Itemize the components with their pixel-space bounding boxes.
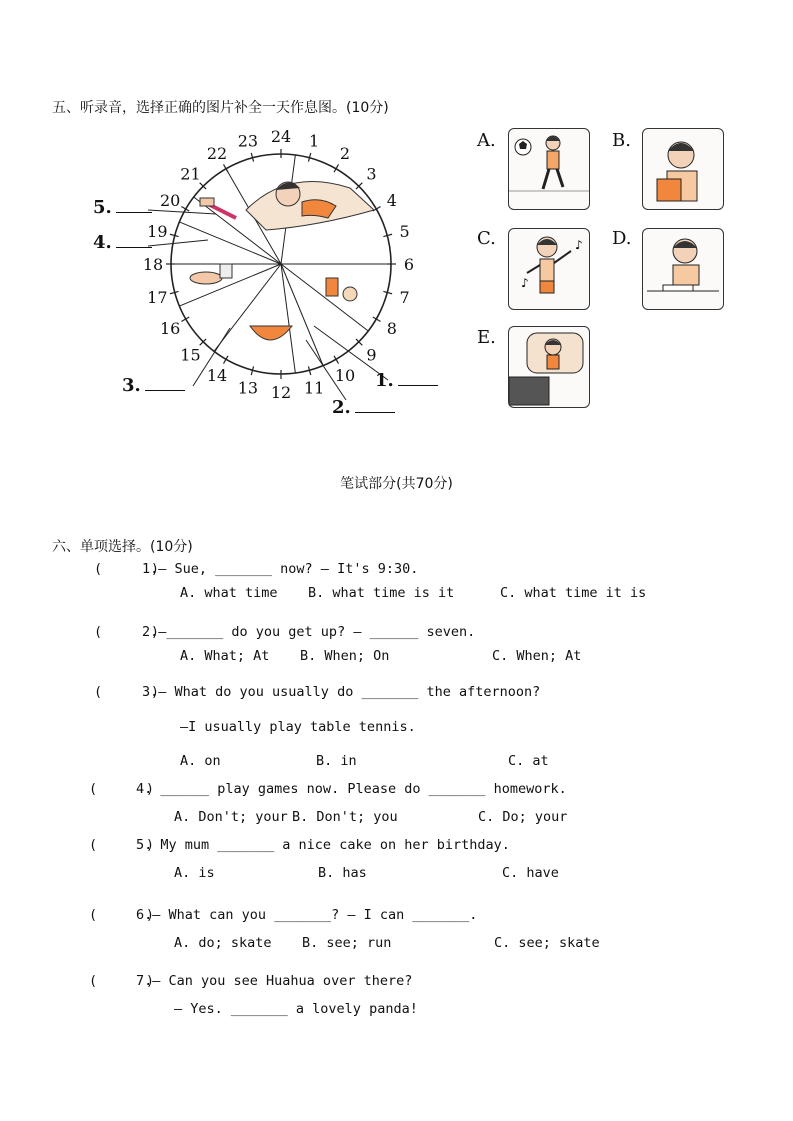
pic-label-c: C.: [477, 228, 496, 249]
pic-label-d: D.: [612, 228, 632, 249]
boy-reading-icon: [643, 129, 723, 209]
q2-option-b[interactable]: B. When; On: [300, 648, 390, 664]
picture-a-playing-football: [508, 128, 590, 210]
svg-text:♪: ♪: [575, 238, 583, 252]
clock-number: 21: [180, 164, 201, 184]
q6-option-c[interactable]: C. see; skate: [494, 935, 600, 951]
picture-d-writing: [642, 228, 724, 310]
blank-5: 5.: [93, 197, 152, 218]
blank-line: [355, 400, 395, 413]
pointer-line: [148, 210, 216, 214]
breakfast-plate-icon: [190, 272, 222, 284]
clock-number: 12: [270, 383, 292, 402]
clock-number: 5: [399, 221, 410, 241]
q4-option-b[interactable]: B. Don't; you: [292, 809, 398, 825]
clock-number: 11: [303, 378, 325, 398]
blank-line: [145, 378, 185, 391]
q2-option-a[interactable]: A. What; At: [180, 648, 270, 664]
cup-icon: [220, 264, 232, 278]
q2-paren[interactable]: ( ): [94, 624, 160, 640]
pic-label-b: B.: [612, 130, 631, 151]
q7-paren[interactable]: ( ): [89, 973, 155, 989]
q7-answer-line: — Yes. _______ a lovely panda!: [174, 1001, 418, 1017]
clock-number: 9: [366, 345, 377, 365]
clock-number: 24: [270, 127, 292, 146]
q1-option-b[interactable]: B. what time is it: [308, 585, 455, 601]
clock-number: 6: [403, 255, 415, 274]
picture-c-singing: [508, 228, 590, 310]
clock-number: 15: [180, 345, 201, 365]
q7-stem: 7.— Can you see Huahua over there?: [136, 973, 413, 989]
clock-number: 16: [159, 319, 181, 338]
q3-option-b[interactable]: B. in: [316, 753, 357, 769]
clock-number: 4: [386, 191, 397, 210]
q4-paren[interactable]: ( ): [89, 781, 155, 797]
boy-writing-icon: [643, 229, 723, 309]
section6-title: 六、单项选择。(10分): [52, 539, 193, 555]
blank-2: 2.: [332, 397, 395, 418]
q5-stem: 5. My mum _______ a nice cake on her birthday.: [136, 837, 510, 853]
blank-1: 1.: [375, 370, 438, 391]
q4-stem: 4. ______ play games now. Please do _______ homework.: [136, 781, 567, 797]
clock-number: 18: [142, 255, 164, 274]
q1-option-a[interactable]: A. what time: [180, 585, 278, 601]
clock-number: 8: [386, 319, 397, 338]
q1-option-c[interactable]: C. what time it is: [500, 585, 647, 601]
picture-b-reading: [642, 128, 724, 210]
blank-4: 4.: [93, 232, 152, 253]
svg-text:♪: ♪: [521, 276, 529, 290]
clock-number: 2: [339, 144, 351, 164]
boy-watching-tv-icon: [509, 327, 589, 407]
clock-number: 22: [206, 144, 228, 164]
boy-football-icon: [509, 129, 589, 209]
q6-option-a[interactable]: A. do; skate: [174, 935, 272, 951]
q3-paren[interactable]: ( ): [94, 684, 160, 700]
blank-line: [116, 235, 152, 248]
noodle-bowl-icon: [250, 326, 292, 340]
q5-option-a[interactable]: A. is: [174, 865, 215, 881]
q4-option-a[interactable]: A. Don't; your: [174, 809, 288, 825]
q2-stem: 2.—_______ do you get up? — ______ seven.: [142, 624, 476, 640]
clock-number: 20: [159, 191, 181, 210]
clock-number: 19: [147, 221, 168, 241]
q1-stem: 1.— Sue, _______ now? — It's 9:30.: [142, 561, 419, 577]
q6-stem: 6.— What can you _______? — I can _______.: [136, 907, 478, 923]
toothpaste-icon: [200, 198, 214, 206]
picture-e-watching-tv: [508, 326, 590, 408]
q3-stem: 3.— What do you usually do _______ the afternoon?: [142, 684, 541, 700]
bun-icon: [343, 287, 357, 301]
q2-option-c[interactable]: C. When; At: [492, 648, 582, 664]
clock-number: 7: [399, 288, 410, 308]
written-part-title: 笔试部分(共70分): [340, 476, 453, 492]
q5-option-b[interactable]: B. has: [318, 865, 367, 881]
clock-number: 23: [237, 131, 259, 151]
clock-number: 10: [334, 365, 356, 385]
q3-answer-line: —I usually play table tennis.: [180, 719, 416, 735]
section5-title: 五、听录音，选择正确的图片补全一天作息图。(10分): [52, 100, 389, 116]
clock-number: 3: [366, 164, 377, 184]
pic-label-a: A.: [477, 130, 496, 151]
q5-option-c[interactable]: C. have: [502, 865, 559, 881]
q3-option-c[interactable]: C. at: [508, 753, 549, 769]
clock-number: 13: [237, 378, 259, 398]
pointer-line: [148, 240, 208, 246]
blank-line: [116, 200, 152, 213]
q4-option-c[interactable]: C. Do; your: [478, 809, 568, 825]
pic-label-e: E.: [477, 327, 496, 348]
blank-3: 3.: [122, 375, 185, 396]
q1-paren[interactable]: ( ): [94, 561, 160, 577]
boy-singing-icon: [509, 229, 589, 309]
clock-number: 1: [309, 131, 320, 151]
milk-cup-icon: [326, 278, 338, 296]
clock-number: 17: [147, 288, 168, 308]
q5-paren[interactable]: ( ): [89, 837, 155, 853]
blank-line: [398, 373, 438, 386]
clock-number: 14: [206, 365, 228, 385]
q6-option-b[interactable]: B. see; run: [302, 935, 392, 951]
q6-paren[interactable]: ( ): [89, 907, 155, 923]
q3-option-a[interactable]: A. on: [180, 753, 221, 769]
